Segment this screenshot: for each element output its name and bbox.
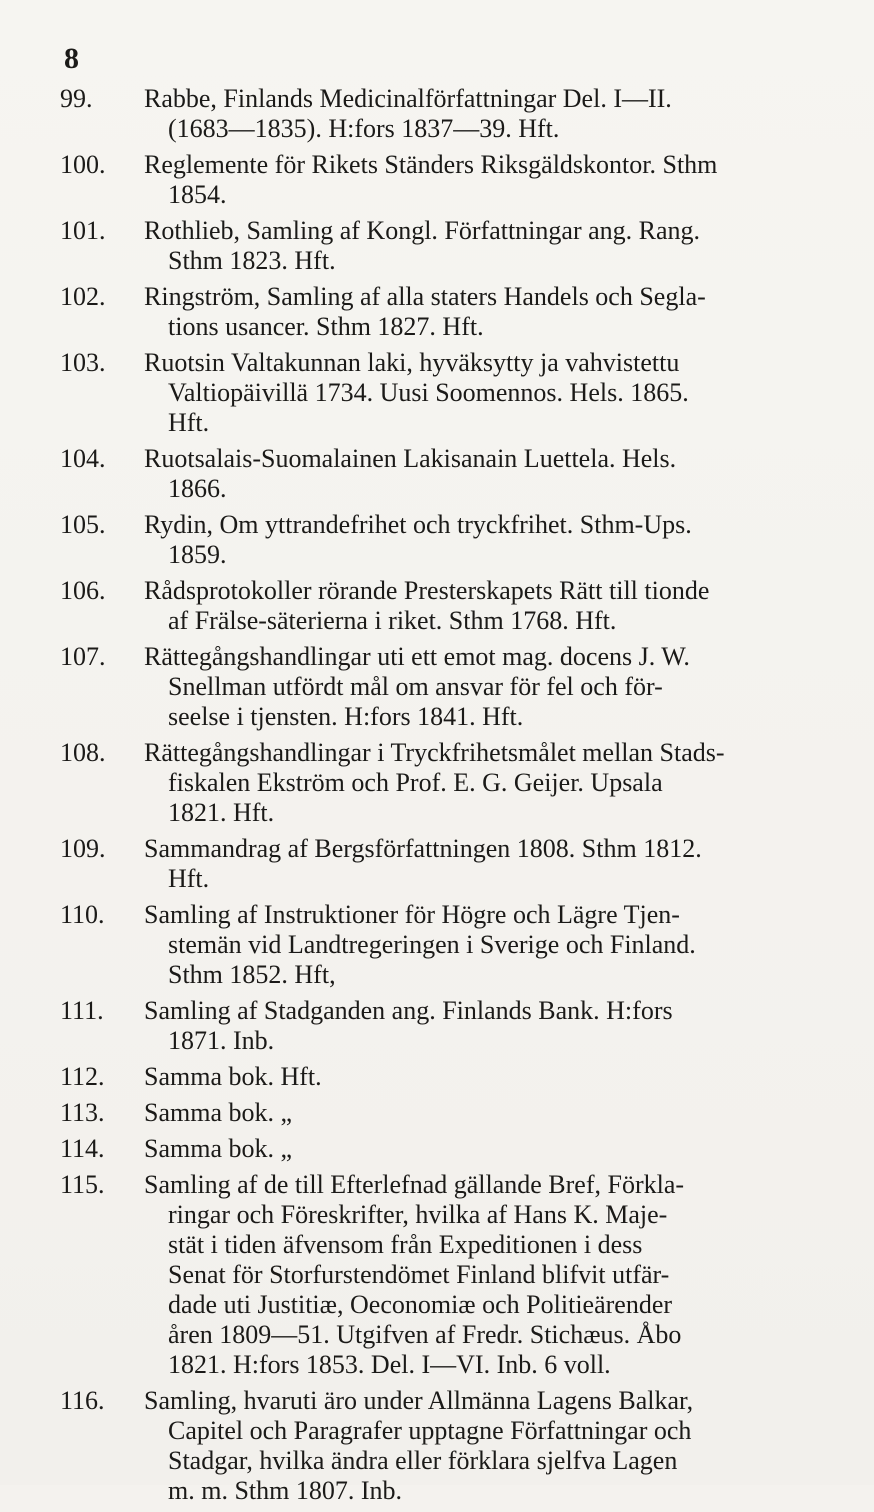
entry-text xyxy=(144,1098,816,1128)
entry-line: 1859. xyxy=(168,540,227,569)
catalog-entry xyxy=(0,216,874,276)
entry-line: 1866. xyxy=(168,474,227,503)
catalog-entry xyxy=(0,834,874,894)
catalog-entry xyxy=(0,1386,874,1506)
catalog-entry xyxy=(0,510,874,570)
entry-number: 107. xyxy=(60,642,106,671)
entry-number: 116. xyxy=(60,1386,105,1415)
entry-line: 1821. H:fors 1853. Del. I—VI. Inb. 6 voll. xyxy=(168,1350,611,1379)
entry-line: Rättegångshandlingar i Tryckfrihetsmålet mellan Stads- xyxy=(144,738,725,767)
entry-text xyxy=(144,1062,816,1092)
entry-line: Reglemente för Rikets Ständers Riksgäldskontor. Sthm xyxy=(144,150,718,179)
catalog-entry xyxy=(0,84,874,144)
entry-line: Snellman utfördt mål om ansvar för fel och för- xyxy=(168,672,663,701)
entry-line: åren 1809—51. Utgifven af Fredr. Stichæus. Åbo xyxy=(168,1320,682,1349)
entry-text xyxy=(144,900,816,990)
entry-number: 114. xyxy=(60,1134,105,1163)
entry-text xyxy=(144,1134,816,1164)
entry-text xyxy=(144,576,816,636)
entry-number: 111. xyxy=(60,996,104,1025)
entry-number: 108. xyxy=(60,738,106,767)
entry-line: Samling af Stadganden ang. Finlands Bank. H:fors xyxy=(144,996,673,1025)
entry-text xyxy=(144,348,816,438)
entry-number: 115. xyxy=(60,1170,105,1199)
entry-line: Ruotsalais-Suomalainen Lakisanain Luettela. Hels. xyxy=(144,444,677,473)
entry-line: (1683—1835). H:fors 1837—39. Hft. xyxy=(168,114,560,143)
entry-line: Rättegångshandlingar uti ett emot mag. docens J. W. xyxy=(144,642,690,671)
entry-text xyxy=(144,282,816,342)
catalog-entry xyxy=(0,738,874,828)
entry-text xyxy=(144,996,816,1056)
entry-line: seelse i tjensten. H:fors 1841. Hft. xyxy=(168,702,524,731)
entry-line: Ruotsin Valtakunnan laki, hyväksytty ja vahvistettu xyxy=(144,348,680,377)
entry-line: ringar och Föreskrifter, hvilka af Hans K. Maje- xyxy=(168,1200,668,1229)
page-number: 8 xyxy=(64,42,79,75)
catalog-entry xyxy=(0,282,874,342)
entry-line: Samma bok. „ xyxy=(144,1134,293,1163)
catalog-entry xyxy=(0,576,874,636)
entry-line: Valtiopäivillä 1734. Uusi Soomennos. Hels. 1865. xyxy=(168,378,689,407)
entry-number: 110. xyxy=(60,900,105,929)
entry-number: 100. xyxy=(60,150,106,179)
entry-line: af Frälse-säterierna i riket. Sthm 1768. Hft. xyxy=(168,606,617,635)
catalog-entry xyxy=(0,996,874,1056)
entry-line: stemän vid Landtregeringen i Sverige och Finland. xyxy=(168,930,696,959)
entry-line: fiskalen Ekström och Prof. E. G. Geijer. Upsala xyxy=(168,768,663,797)
catalog-entry xyxy=(0,1134,874,1164)
entry-line: stät i tiden äfvensom från Expeditionen i dess xyxy=(168,1230,643,1259)
entry-line: Samling, hvaruti äro under Allmänna Lagens Balkar, xyxy=(144,1386,694,1415)
entry-number: 101. xyxy=(60,216,106,245)
entry-text xyxy=(144,642,816,732)
catalog-entry xyxy=(0,900,874,990)
entry-line: 1854. xyxy=(168,180,227,209)
entry-text xyxy=(144,834,816,894)
entry-text xyxy=(144,444,816,504)
entry-line: Samling af de till Efterlefnad gällande Bref, Förkla- xyxy=(144,1170,685,1199)
entry-text xyxy=(144,510,816,570)
entry-number: 106. xyxy=(60,576,106,605)
catalog-entry xyxy=(0,1170,874,1380)
entry-number: 99. xyxy=(60,84,93,113)
entry-line: Samling af Instruktioner för Högre och Lägre Tjen- xyxy=(144,900,680,929)
entry-line: Sthm 1823. Hft. xyxy=(168,246,336,275)
entry-line: Samma bok. Hft. xyxy=(144,1062,322,1091)
entry-number: 109. xyxy=(60,834,106,863)
entry-number: 102. xyxy=(60,282,106,311)
entry-line: m. m. Sthm 1807. Inb. xyxy=(168,1476,403,1505)
entry-text xyxy=(144,84,816,144)
catalog-entries xyxy=(0,84,874,1512)
catalog-entry xyxy=(0,444,874,504)
entry-line: Hft. xyxy=(168,864,210,893)
catalog-entry xyxy=(0,1098,874,1128)
catalog-entry xyxy=(0,150,874,210)
entry-line: Rabbe, Finlands Medicinalförfattningar Del. I—II. xyxy=(144,84,672,113)
entry-line: Capitel och Paragrafer upptagne Författningar och xyxy=(168,1416,692,1445)
entry-number: 112. xyxy=(60,1062,105,1091)
entry-line: Samma bok. „ xyxy=(144,1098,293,1127)
entry-number: 105. xyxy=(60,510,106,539)
entry-number: 113. xyxy=(60,1098,105,1127)
entry-line: dade uti Justitiæ, Oeconomiæ och Politieärender xyxy=(168,1290,673,1319)
catalog-entry xyxy=(0,642,874,732)
entry-line: Senat för Storfurstendömet Finland blifvit utfär- xyxy=(168,1260,670,1289)
entry-line: 1871. Inb. xyxy=(168,1026,275,1055)
entry-line: tions usancer. Sthm 1827. Hft. xyxy=(168,312,484,341)
entry-text xyxy=(144,1386,816,1506)
entry-text xyxy=(144,738,816,828)
entry-text xyxy=(144,1170,816,1380)
entry-line: Rothlieb, Samling af Kongl. Författningar ang. Rang. xyxy=(144,216,701,245)
entry-line: Rydin, Om yttrandefrihet och tryckfrihet. Sthm-Ups. xyxy=(144,510,692,539)
entry-line: Hft. xyxy=(168,408,210,437)
entry-line: Stadgar, hvilka ändra eller förklara sjelfva Lagen xyxy=(168,1446,678,1475)
entry-text xyxy=(144,216,816,276)
entry-line: 1821. Hft. xyxy=(168,798,275,827)
entry-number: 104. xyxy=(60,444,106,473)
catalog-entry xyxy=(0,1062,874,1092)
entry-text xyxy=(144,150,816,210)
entry-line: Ringström, Samling af alla staters Handels och Segla- xyxy=(144,282,706,311)
entry-line: Sammandrag af Bergsförfattningen 1808. Sthm 1812. xyxy=(144,834,702,863)
entry-number: 103. xyxy=(60,348,106,377)
entry-line: Rådsprotokoller rörande Presterskapets Rätt till tionde xyxy=(144,576,710,605)
catalog-entry xyxy=(0,348,874,438)
entry-line: Sthm 1852. Hft, xyxy=(168,960,336,989)
